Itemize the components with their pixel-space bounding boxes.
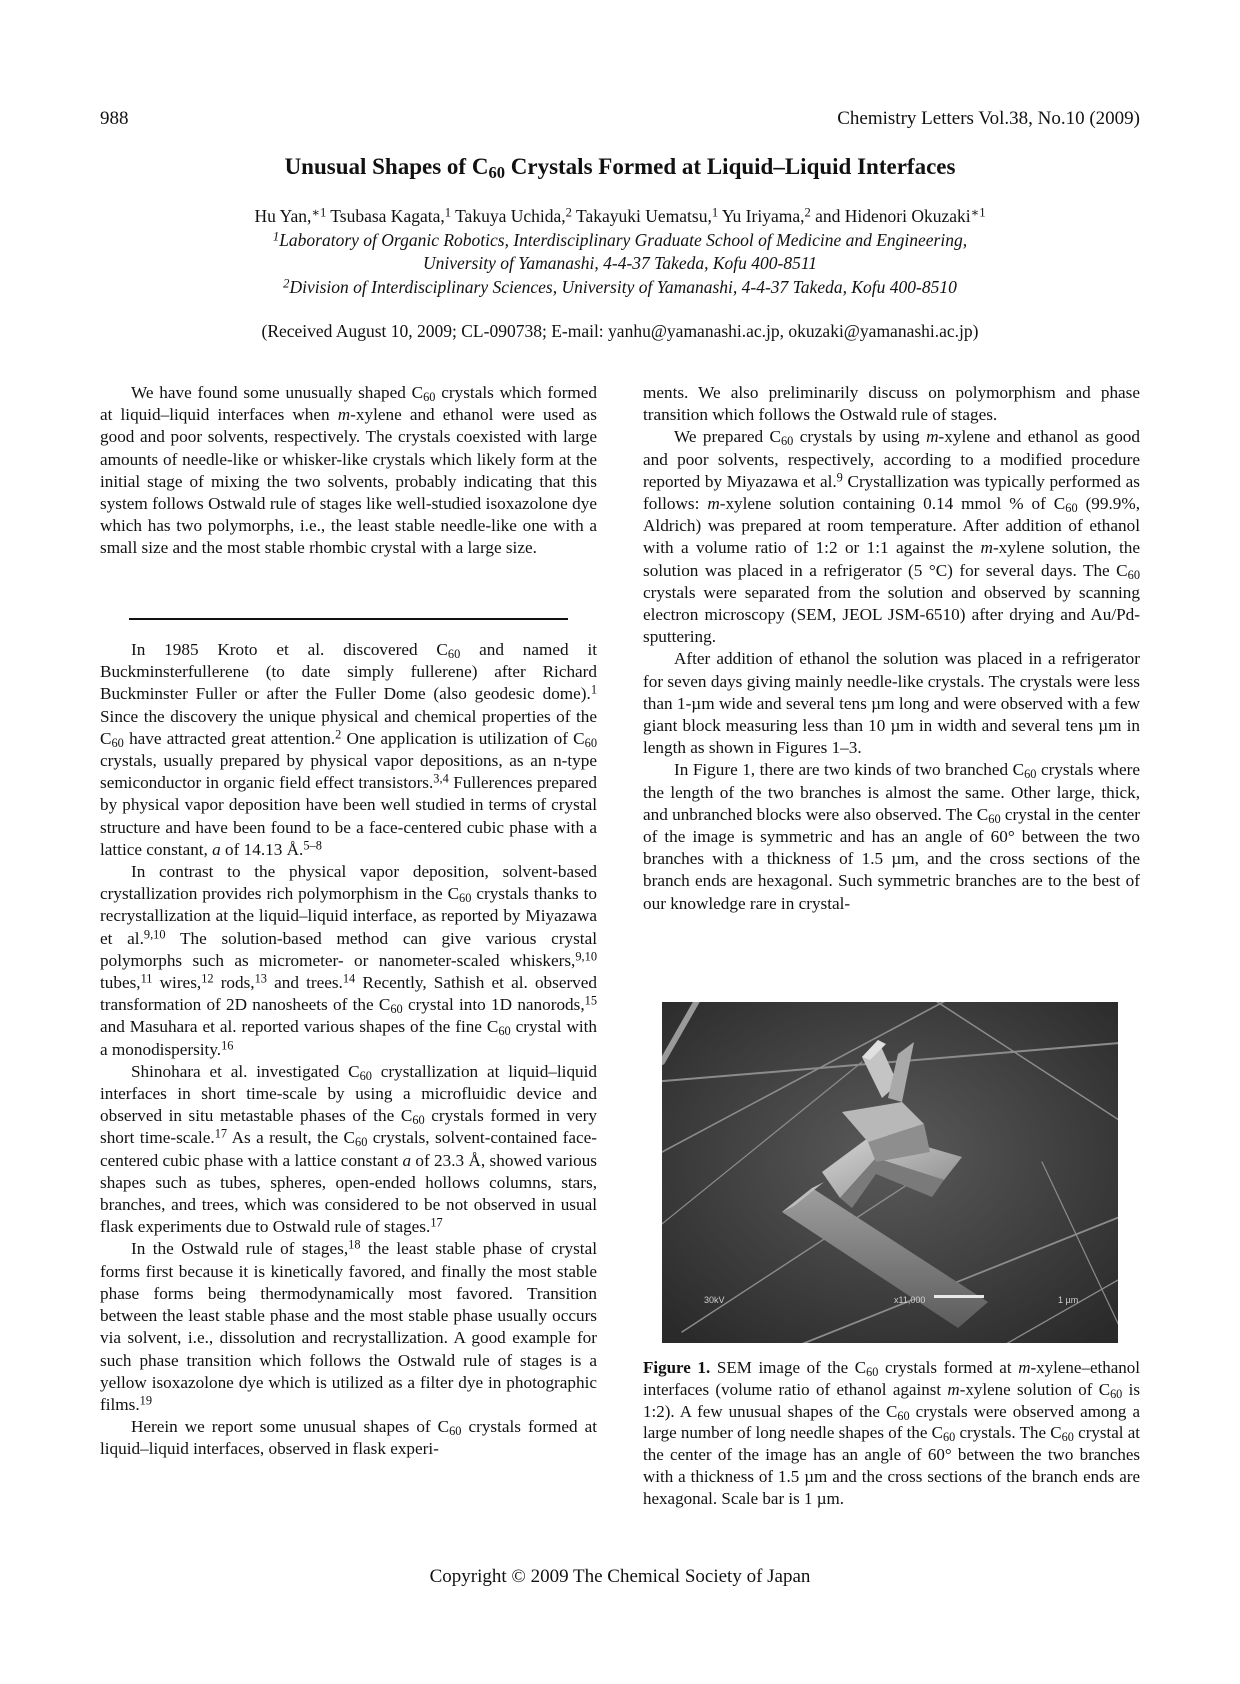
text-run: ments. We also preliminarily discuss on polymorphism and phase transition which follows the Ostwald rule of stages. (643, 383, 1140, 425)
body-column-left (100, 639, 597, 1461)
text-run: crystallization at liquid–liquid interfaces in short time-scale by using a microfluidic device and observed in situ metastable phases of the C (100, 1061, 597, 1126)
text-run: crystals thanks to recrystallization at the liquid–liquid interface, as reported by Miyazawa et al. (100, 884, 598, 948)
text-run: crystal at the center of the image has an angle of 60° between the two branches with a thickness of 1.5 µm and the cross sections of the branch ends are hexagonal. Scale bar is 1 µm. (643, 1423, 1140, 1508)
superscript: 12 (201, 971, 214, 986)
italic-text: m (926, 427, 939, 447)
author-name: Takuya Uchida, (451, 206, 566, 226)
text-run: In Figure 1, there are two kinds of two branched C (674, 760, 1025, 780)
text-run: crystal into 1D nanorods, (402, 995, 585, 1015)
text-run: crystal with a monodispersity. (100, 1017, 598, 1059)
subscript: 60 (1127, 567, 1140, 582)
subscript: 60 (447, 647, 461, 662)
subscript: 60 (498, 1024, 511, 1039)
text-run: Recently, Sathish et al. observed transformation of 2D nanosheets of the C (100, 973, 597, 1015)
text-run: crystals formed at liquid–liquid interfaces, observed in flask experi- (100, 1417, 597, 1459)
text-run: Since the discovery the unique physical and chemical properties of the C (100, 706, 597, 748)
superscript: 13 (254, 971, 267, 986)
text-run: crystals by using (793, 427, 927, 447)
title-post: Crystals Formed at Liquid–Liquid Interfaces (505, 154, 956, 179)
superscript: 9 (836, 470, 843, 485)
subscript: 60 (459, 891, 472, 906)
text-run: crystals were observed among a large number of long needle shapes of the C (643, 1401, 1140, 1443)
body-paragraph (100, 639, 597, 861)
subscript: 60 (584, 735, 597, 750)
affiliation-1-line-1 (0, 229, 1240, 252)
text-run: have attracted great attention. (123, 728, 336, 748)
paper-title (0, 154, 1240, 183)
text-run: rods, (213, 973, 255, 993)
body-paragraph (100, 1238, 597, 1416)
subscript: 60 (943, 1430, 956, 1445)
subscript: 60 (355, 1135, 368, 1150)
superscript: 14 (342, 971, 356, 986)
subscript: 60 (988, 811, 1001, 826)
sem-scale-label: 1 µm (1058, 1295, 1079, 1305)
italic-text: m (1018, 1358, 1031, 1377)
text-run: In 1985 Kroto et al. discovered C (131, 640, 448, 659)
text-run: wires, (152, 973, 202, 993)
body-paragraph (100, 1416, 597, 1460)
subscript: 60 (359, 1068, 372, 1083)
sem-micrograph (662, 1002, 1118, 1343)
text-run: Fullerences prepared by physical vapor deposition have been well studied in terms of crystal structure and have been found to be a face-centered cubic phase with a lattice constant, (100, 773, 598, 859)
text-run: The solution-based method can give various crystal polymorphs such as micrometer- or nanometer-scaled whiskers, (100, 928, 597, 970)
text-run: and named it Buckminsterfullerene (to date simply fullerene) after Richard Buckminster Fuller or after the Fuller Dome (also geodesic dome). (100, 640, 598, 704)
text-run: SEM image of the C (710, 1358, 867, 1377)
text-run: crystals where the length of the two branches is almost the same. Other large, thick, and unbranched blocks were also observed. The C (643, 760, 1140, 824)
superscript: 16 (221, 1038, 234, 1053)
superscript: 17 (430, 1215, 443, 1230)
italic-text: m (980, 538, 993, 558)
affiliation-2-sup: 2 (283, 276, 290, 291)
body-paragraph (643, 426, 1140, 648)
author-affiliation-mark: 2 (565, 205, 572, 220)
text-run: Herein we report some unusual shapes of C (131, 1417, 450, 1437)
italic-text: a (402, 1150, 412, 1170)
subscript: 60 (780, 434, 794, 449)
text-run: crystal in the center of the image is symmetric and has an angle of 60° between the two branches with a thickness of 1.5 µm, and the cross sections of the branch ends are hexagonal. Such symmetric branches are to the best of our knowledge rare in crystal- (643, 804, 1140, 913)
text-run: crystals formed at (878, 1358, 1019, 1377)
text-run: After addition of ethanol the solution was placed in a refrigerator for seven days giving mainly needle-like crystals. The crystals were less than 1-µm wide and several tens µm long and were observed with a few giant block measuring less than 10 µm in width and several tens µm in length as shown in Figures 1–3. (643, 649, 1140, 758)
page-number: 988 (100, 108, 129, 129)
affiliation-1-line-2: University of Yamanashi, 4-4-37 Takeda, Kofu 400-8511 (422, 253, 818, 273)
subscript: 60 (390, 1002, 403, 1017)
text-run: crystals which formed at liquid–liquid interfaces when (100, 383, 598, 425)
subscript: 60 (866, 1365, 879, 1380)
scale-bar (934, 1295, 984, 1298)
italic-text: m (947, 1379, 960, 1399)
superscript: 1 (590, 682, 597, 697)
abstract (100, 382, 597, 560)
affiliation-1-sup: 1 (272, 229, 280, 244)
title-pre: Unusual Shapes of C (284, 154, 489, 179)
sem-voltage-label: 30kV (704, 1295, 725, 1305)
body-paragraph (100, 861, 597, 1061)
body-paragraph (643, 382, 1140, 426)
body-paragraph (100, 1061, 597, 1239)
superscript: 17 (214, 1126, 228, 1141)
subscript: 60 (897, 1408, 910, 1423)
italic-text: m (337, 405, 351, 425)
copyright-footer: Copyright © 2009 The Chemical Society of Japan (429, 1566, 811, 1587)
superscript: 5–8 (303, 838, 322, 853)
journal-header: Chemistry Letters Vol.38, No.10 (2009) (837, 108, 1140, 129)
affiliation-1-text: Laboratory of Organic Robotics, Interdisciplinary Graduate School of Medicine and Engineering, (279, 230, 968, 250)
superscript: 9,10 (575, 949, 597, 964)
author-name: Tsubasa Kagata, (326, 206, 445, 226)
italic-text: a (212, 839, 221, 859)
author-affiliation-mark: ∗1 (970, 205, 986, 220)
author-list (0, 205, 1240, 228)
text-run: -xylene–ethanol interfaces (volume ratio of ethanol against (643, 1358, 1140, 1399)
subscript: 60 (1061, 1430, 1074, 1445)
text-run: and Masuhara et al. reported various shapes of the fine C (100, 1017, 499, 1037)
subscript: 60 (449, 1424, 462, 1439)
text-run: One application is utilization of C (341, 728, 585, 748)
subscript: 60 (412, 1113, 425, 1128)
text-run: crystals, solvent-contained face-centered cubic phase with a lattice constant (100, 1128, 597, 1170)
text-run: of 23.3 Å, showed various shapes such as tubes, spheres, open-ended hollows columns, stars, branches, and trees, which was considered to be not observed in usual flask experiments due to Ostwald rule of stages. (100, 1150, 597, 1237)
body-column-right (643, 382, 1140, 915)
text-run: is 1:2). A few unusual shapes of the C (643, 1379, 1140, 1421)
text-run: crystals were separated from the solution and observed by scanning electron microscopy (SEM, JEOL JSM-6510) after drying and Au/Pd-sputtering. (643, 582, 1140, 647)
text-run: -xylene solution containing 0.14 mmol % of C (719, 494, 1066, 514)
body-paragraph (643, 759, 1140, 914)
text-run: Crystallization was typically performed as follows: (643, 471, 1140, 514)
text-run: -xylene solution, the solution was placed in a refrigerator (5 °C) for several days. The C (643, 538, 1140, 580)
caption-label: Figure 1. (643, 1358, 711, 1377)
text-run: (99.9%, Aldrich) was prepared at room temperature. After addition of ethanol with a volume ratio of 1:2 or 1:1 against the (643, 494, 1141, 558)
body-paragraph (643, 648, 1140, 759)
text-run: crystals formed in very short time-scale. (100, 1106, 597, 1148)
text-run: of 14.13 Å. (220, 839, 304, 859)
text-run: tubes, (100, 973, 141, 993)
text-run: We prepared C (674, 427, 781, 447)
text-run: Shinohara et al. investigated C (131, 1061, 360, 1081)
author-name: Takayuki Uematsu, (571, 206, 712, 226)
superscript: 11 (140, 971, 153, 986)
text-run: the least stable phase of crystal forms first because it is kinetically favored, and finally the most stable phase forms being thermodynamically most favored. Transition between the least stable phase and the most stable phase usually occurs via solvent, i.e., dissolution and recrystallization. A good example for such phase transition which follows the Ostwald rule of stages is a yellow isoxazolone dye which is utilized as a filter dye in photographic films. (100, 1239, 597, 1414)
subscript: 60 (1065, 501, 1078, 516)
text-run: We have found some unusually shaped C (131, 383, 424, 402)
author-name: Hu Yan, (254, 206, 312, 226)
abstract-paragraph (100, 382, 597, 560)
superscript: 19 (139, 1393, 153, 1408)
author-name: Yu Iriyama, (718, 206, 805, 226)
text-run: -xylene and ethanol as good and poor solvents, respectively, according to a modified procedure reported by Miyazawa et al. (643, 427, 1140, 491)
affiliation-2-text: Division of Interdisciplinary Sciences, University of Yamanashi, 4-4-37 Takeda, Kofu 400-8510 (289, 277, 957, 297)
author-name: and Hidenori Okuzaki (810, 206, 971, 226)
subscript: 60 (1110, 1386, 1123, 1401)
superscript: 9,10 (143, 927, 166, 942)
caption-text (643, 1358, 1140, 1508)
sem-magnification-label: x11,000 (894, 1295, 926, 1305)
affiliation-2 (0, 276, 1240, 299)
subscript: 60 (111, 735, 124, 750)
superscript: 15 (584, 993, 597, 1008)
figure-caption (643, 1357, 1140, 1510)
text-run: -xylene solution of C (959, 1379, 1111, 1399)
superscript: 2 (335, 727, 342, 742)
received-line: (Received August 10, 2009; CL-090738; E-mail: yanhu@yamanashi.ac.jp, okuzaki@yamanashi.ac.jp) (261, 321, 979, 341)
subscript: 60 (1024, 767, 1037, 782)
author-affiliation-mark: 1 (444, 205, 452, 220)
author-affiliation-mark: 2 (804, 205, 811, 220)
text-run: crystals, usually prepared by physical vapor depositions, as an n-type semiconductor in organic field effect transistors. (100, 751, 597, 793)
superscript: 18 (348, 1237, 361, 1252)
text-run: crystals. The C (955, 1423, 1062, 1443)
text-run: As a result, the C (227, 1128, 355, 1148)
subscript: 60 (423, 390, 436, 405)
italic-text: m (707, 494, 720, 514)
abstract-divider (129, 618, 568, 620)
sem-image (662, 1002, 1118, 1343)
title-sub: 60 (488, 163, 505, 183)
text-run: In contrast to the physical vapor deposition, solvent-based crystallization provides rich polymorphism in the C (100, 862, 597, 904)
text-run: and trees. (266, 973, 343, 993)
author-affiliation-mark: ∗1 (311, 205, 327, 220)
superscript: 3,4 (433, 771, 449, 786)
text-run: -xylene and ethanol were used as good and poor solvents, respectively. The crystals coexisted with large amounts of needle-like or whisker-like crystals which likely form at the initial stage of mixing the two solvents, probably indicating that this system follows Ostwald rule of stages like well-studied isoxazolone dye which has two polymorphs, i.e., the least stable needle-like one with a small size and the most stable rhombic crystal with a large size. (100, 405, 597, 558)
text-run: In the Ostwald rule of stages, (131, 1239, 349, 1259)
author-affiliation-mark: 1 (711, 205, 719, 220)
